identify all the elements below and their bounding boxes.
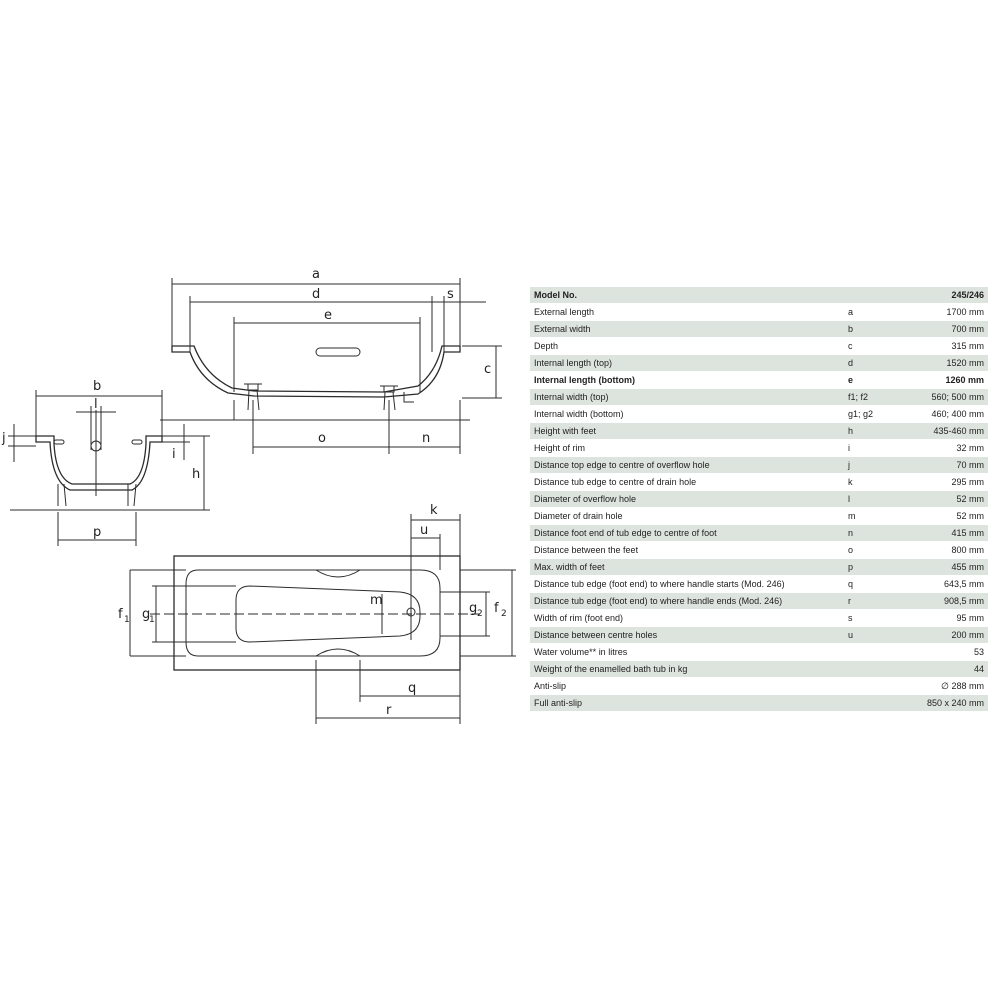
end-view xyxy=(1,379,210,546)
row-value: 295 mm xyxy=(892,474,988,491)
label-f1-subscript: 1 xyxy=(124,615,130,625)
row-symbol: j xyxy=(844,457,892,474)
label-g2-subscript: 2 xyxy=(477,609,483,619)
row-value: 460; 400 mm xyxy=(892,406,988,423)
row-label: Full anti-slip xyxy=(530,695,844,712)
row-symbol: e xyxy=(844,372,892,389)
row-symbol: q xyxy=(844,576,892,593)
row-symbol: r xyxy=(844,593,892,610)
top-view xyxy=(118,503,516,724)
row-label: Distance between centre holes xyxy=(530,627,844,644)
row-symbol xyxy=(844,644,892,661)
label-g1-subscript: 1 xyxy=(149,615,155,625)
row-value: 1260 mm xyxy=(892,372,988,389)
row-label: Distance top edge to centre of overflow hole xyxy=(530,457,844,474)
label-j: j xyxy=(2,431,6,446)
row-value: 315 mm xyxy=(892,338,988,355)
table-row xyxy=(530,440,988,457)
row-label: Internal width (top) xyxy=(530,389,844,406)
row-value: 908,5 mm xyxy=(892,593,988,610)
row-label: Weight of the enamelled bath tub in kg xyxy=(530,661,844,678)
row-symbol: a xyxy=(844,304,892,321)
row-label: Distance tub edge (foot end) to where handle ends (Mod. 246) xyxy=(530,593,844,610)
table-row xyxy=(530,423,988,440)
row-symbol: d xyxy=(844,355,892,372)
row-value: 95 mm xyxy=(892,610,988,627)
row-value: 850 x 240 mm xyxy=(892,695,988,712)
label-r: r xyxy=(386,703,392,718)
header-label: Model No. xyxy=(530,287,844,304)
row-value: 1520 mm xyxy=(892,355,988,372)
row-label: Distance foot end of tub edge to centre of foot xyxy=(530,525,844,542)
table-row xyxy=(530,355,988,372)
label-s: s xyxy=(447,287,454,302)
header-symbol xyxy=(844,287,892,304)
side-view xyxy=(160,267,502,454)
row-symbol xyxy=(844,695,892,712)
table-row xyxy=(530,559,988,576)
label-f1: f xyxy=(118,607,123,622)
table-row xyxy=(530,474,988,491)
row-value: 800 mm xyxy=(892,542,988,559)
row-value: 44 xyxy=(892,661,988,678)
row-value: 52 mm xyxy=(892,508,988,525)
row-value: 415 mm xyxy=(892,525,988,542)
row-label: Internal length (bottom) xyxy=(530,372,844,389)
row-value: 560; 500 mm xyxy=(892,389,988,406)
row-label: Distance tub edge (foot end) to where handle starts (Mod. 246) xyxy=(530,576,844,593)
label-m: m xyxy=(370,593,383,608)
row-symbol: p xyxy=(844,559,892,576)
row-label: Height with feet xyxy=(530,423,844,440)
table-row xyxy=(530,389,988,406)
row-label: Width of rim (foot end) xyxy=(530,610,844,627)
table-row xyxy=(530,304,988,321)
row-label: Max. width of feet xyxy=(530,559,844,576)
label-g1: g xyxy=(142,607,151,622)
label-k: k xyxy=(430,503,438,518)
row-symbol: b xyxy=(844,321,892,338)
table-row xyxy=(530,525,988,542)
label-g2: g xyxy=(469,601,478,616)
label-p: p xyxy=(93,525,102,540)
table-row xyxy=(530,406,988,423)
row-symbol: i xyxy=(844,440,892,457)
specification-table xyxy=(530,287,988,712)
label-l: l xyxy=(94,397,98,412)
label-e: e xyxy=(324,308,332,323)
row-value: 70 mm xyxy=(892,457,988,474)
row-value: 700 mm xyxy=(892,321,988,338)
header-value: 245/246 xyxy=(892,287,988,304)
label-f2: f xyxy=(494,601,499,616)
label-h: h xyxy=(192,467,201,482)
table-row xyxy=(530,457,988,474)
table-row xyxy=(530,627,988,644)
label-q: q xyxy=(408,681,417,696)
row-label: Distance tub edge to centre of drain hole xyxy=(530,474,844,491)
row-value: 200 mm xyxy=(892,627,988,644)
label-o: o xyxy=(318,431,326,446)
table-row xyxy=(530,338,988,355)
table-header-row xyxy=(530,287,988,304)
row-symbol xyxy=(844,678,892,695)
table-row xyxy=(530,372,988,389)
row-symbol: s xyxy=(844,610,892,627)
row-symbol: g1; g2 xyxy=(844,406,892,423)
label-d: d xyxy=(312,287,321,302)
row-label: External width xyxy=(530,321,844,338)
row-symbol: o xyxy=(844,542,892,559)
table-row xyxy=(530,576,988,593)
table-row xyxy=(530,508,988,525)
row-value: 1700 mm xyxy=(892,304,988,321)
row-value: 643,5 mm xyxy=(892,576,988,593)
row-label: Diameter of overflow hole xyxy=(530,491,844,508)
row-symbol: l xyxy=(844,491,892,508)
table-row xyxy=(530,593,988,610)
row-symbol: m xyxy=(844,508,892,525)
label-a: a xyxy=(312,267,320,282)
row-label: External length xyxy=(530,304,844,321)
row-symbol: c xyxy=(844,338,892,355)
row-value: 52 mm xyxy=(892,491,988,508)
label-n: n xyxy=(422,431,431,446)
row-label: Depth xyxy=(530,338,844,355)
table-row xyxy=(530,491,988,508)
row-value: 455 mm xyxy=(892,559,988,576)
table-row xyxy=(530,644,988,661)
table-row xyxy=(530,661,988,678)
row-label: Internal width (bottom) xyxy=(530,406,844,423)
table-row xyxy=(530,542,988,559)
row-symbol: f1; f2 xyxy=(844,389,892,406)
label-u: u xyxy=(420,523,429,538)
row-value: 53 xyxy=(892,644,988,661)
row-label: Distance between the feet xyxy=(530,542,844,559)
table-row xyxy=(530,695,988,712)
row-label: Anti-slip xyxy=(530,678,844,695)
row-symbol: h xyxy=(844,423,892,440)
table-row xyxy=(530,678,988,695)
row-label: Diameter of drain hole xyxy=(530,508,844,525)
row-symbol: n xyxy=(844,525,892,542)
row-symbol xyxy=(844,661,892,678)
row-symbol: k xyxy=(844,474,892,491)
label-c: c xyxy=(484,362,492,377)
label-f2-subscript: 2 xyxy=(501,609,507,619)
row-label: Height of rim xyxy=(530,440,844,457)
row-label: Internal length (top) xyxy=(530,355,844,372)
row-label: Water volume** in litres xyxy=(530,644,844,661)
label-b: b xyxy=(93,379,102,394)
row-value: 435-460 mm xyxy=(892,423,988,440)
row-symbol: u xyxy=(844,627,892,644)
row-value: ∅ 288 mm xyxy=(892,678,988,695)
table-row xyxy=(530,321,988,338)
label-i: i xyxy=(172,447,176,462)
table-row xyxy=(530,610,988,627)
row-value: 32 mm xyxy=(892,440,988,457)
